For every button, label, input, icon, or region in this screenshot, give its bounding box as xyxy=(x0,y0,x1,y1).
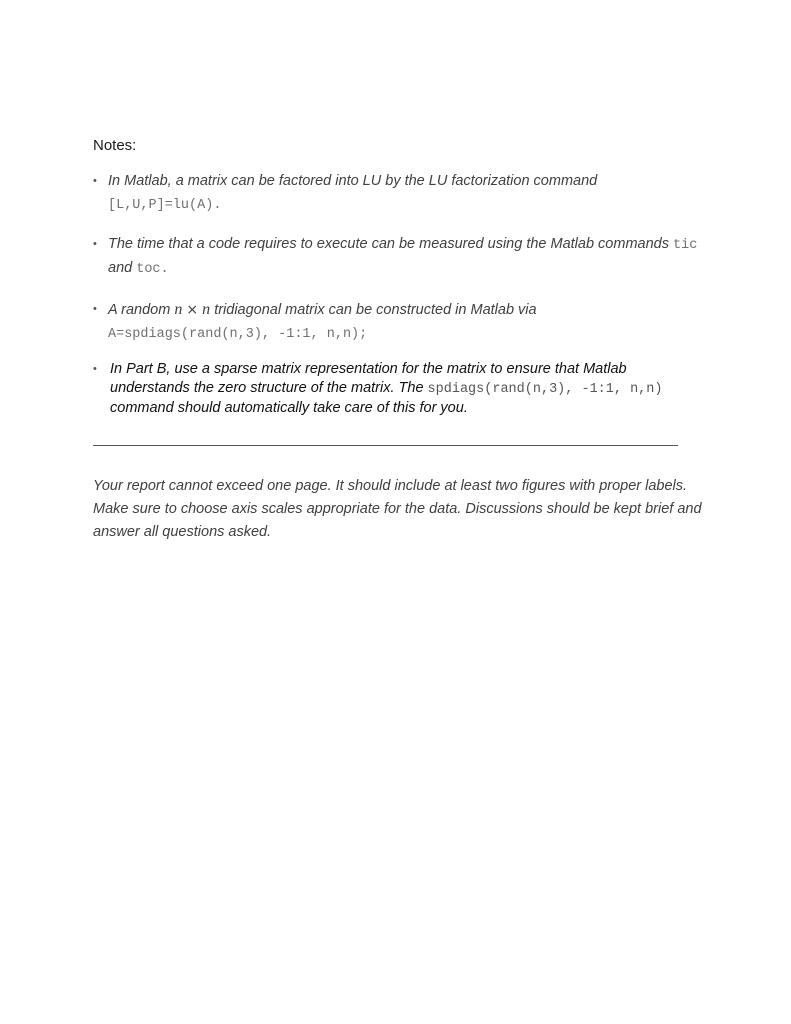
bullet-icon: • xyxy=(93,175,97,187)
note-text: In Matlab, a matrix can be factored into LU by the LU factorization command xyxy=(108,173,598,189)
horizontal-divider xyxy=(93,445,678,446)
note-item-lu-factorization xyxy=(93,170,703,217)
notes-heading: Notes: xyxy=(93,137,137,154)
note-text: The time that a code requires to execute can be measured using the Matlab commands xyxy=(108,236,669,252)
note-text-joiner: and xyxy=(108,260,133,276)
bullet-icon: • xyxy=(93,238,97,250)
math-n: n xyxy=(174,301,183,318)
bullet-icon: • xyxy=(93,303,97,315)
code-tic: tic xyxy=(673,238,698,253)
times-symbol: × xyxy=(186,302,199,318)
note-text: In Part B, use a sparse matrix representation for the matrix to ensure that Matlab understands the zero structure of the matrix. The xyxy=(110,361,627,396)
note-item-tridiagonal xyxy=(93,298,703,346)
report-instructions: Your report cannot exceed one page. It should include at least two figures with proper labels. Make sure to choose axis scales appropriate for the data. Discussions should be kept brief and answer all questions asked. xyxy=(93,478,702,540)
note-item-timing xyxy=(93,233,703,281)
bullet-icon: • xyxy=(93,363,97,375)
note-text: tridiagonal matrix can be constructed in Matlab via xyxy=(214,302,537,318)
code-lu-command: [L,U,P]=lu(A). xyxy=(108,198,222,213)
note-text: command should automatically take care of this for you. xyxy=(110,400,468,416)
math-n: n xyxy=(202,301,211,318)
note-item-sparse xyxy=(93,360,703,418)
notes-list xyxy=(93,170,703,418)
code-spdiags: A=spdiags(rand(n,3), -1:1, n,n); xyxy=(108,327,368,342)
note-text: A random xyxy=(108,302,171,318)
code-toc: toc. xyxy=(136,262,169,277)
code-spdiags-inline: spdiags(rand(n,3), -1:1, n,n) xyxy=(427,382,663,397)
